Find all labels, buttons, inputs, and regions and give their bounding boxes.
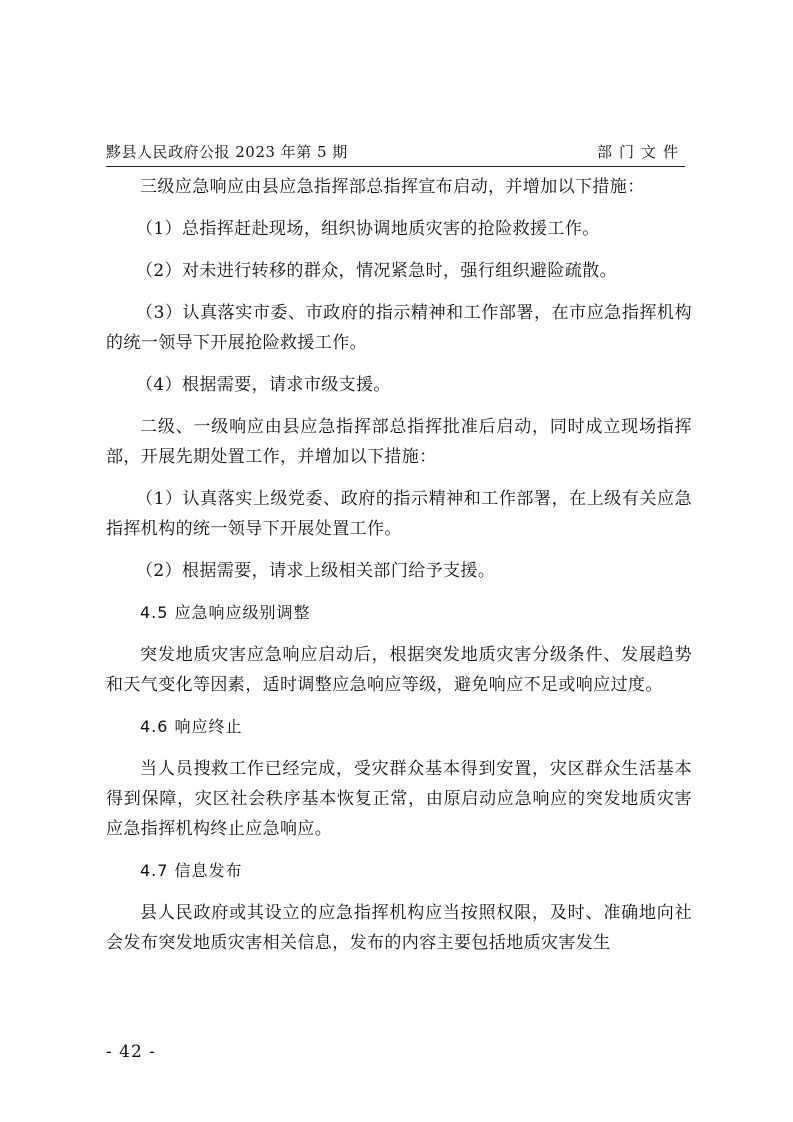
paragraph-level2-level1-response: 二级、一级响应由县应急指挥部总指挥批准后启动，同时成立现场指挥部，开展先期处置工作，并增加以下措施：: [106, 417, 692, 467]
section-label: 部门文件: [596, 143, 685, 161]
list-item-2: （2）对未进行转移的群众，情况紧急时，强行组织避险疏散。: [136, 261, 618, 281]
paragraph-info-release: 县人民政府或其设立的应急指挥机构应当按照权限，及时、准确地向社会发布突发地质灾害相关信息，发布的内容主要包括地质灾害发生: [106, 903, 692, 953]
list-item-1: （1）总指挥赶赴现场，组织协调地质灾害的抢险救援工作。: [136, 219, 600, 239]
page-header: [106, 140, 685, 167]
section-heading-4-6: 4.6 响应终止: [140, 717, 243, 736]
publication-title: 黟县人民政府公报 2023 年第 5 期: [106, 143, 348, 161]
page-number: - 42 -: [106, 1042, 156, 1062]
list-item-2b: （2）根据需要，请求上级相关部门给予支援。: [136, 561, 496, 581]
section-heading-4-7: 4.7 信息发布: [140, 861, 243, 880]
document-body: [106, 172, 692, 958]
paragraph-level3-response: 三级应急响应由县应急指挥部总指挥宣布启动，并增加以下措施：: [140, 177, 645, 197]
section-heading-4-5: 4.5 应急响应级别调整: [140, 603, 311, 622]
list-item-3: （3）认真落实市委、市政府的指示精神和工作部署，在市应急指挥机构的统一领导下开展抢险救援工作。: [106, 303, 692, 353]
paragraph-level-adjustment: 突发地质灾害应急响应启动后，根据突发地质灾害分级条件、发展趋势和天气变化等因素，适时调整应急响应等级，避免响应不足或响应过度。: [106, 645, 692, 695]
list-item-1b: （1）认真落实上级党委、政府的指示精神和工作部署，在上级有关应急指挥机构的统一领导下开展处置工作。: [106, 489, 692, 539]
paragraph-response-termination: 当人员搜救工作已经完成，受灾群众基本得到安置，灾区群众生活基本得到保障，灾区社会秩序基本恢复正常，由原启动应急响应的突发地质灾害应急指挥机构终止应急响应。: [106, 759, 692, 839]
list-item-4: （4）根据需要，请求市级支援。: [136, 375, 391, 395]
